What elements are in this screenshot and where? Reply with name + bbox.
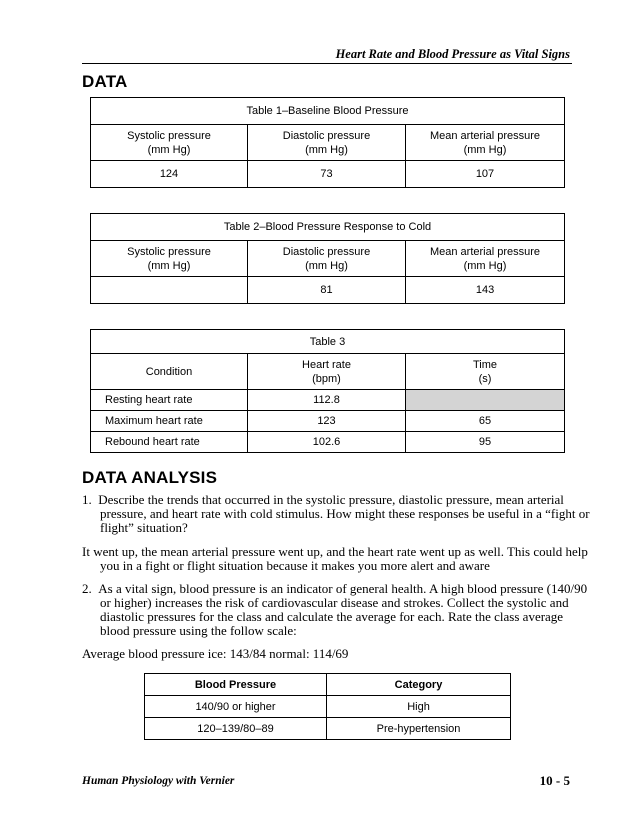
column-header-systolic: Systolic pressure (mm Hg) <box>91 125 248 161</box>
answer-2: Average blood pressure ice: 143/84 normal: 114/69 <box>82 646 349 661</box>
mean-arterial-value: 143 <box>406 277 565 304</box>
condition-cell: Resting heart rate <box>91 390 248 411</box>
column-header-systolic: Systolic pressure (mm Hg) <box>91 241 248 277</box>
time-cell: 95 <box>406 432 565 453</box>
running-header-title: Heart Rate and Blood Pressure as Vital Signs <box>335 47 570 61</box>
column-header-condition: Condition <box>91 354 248 390</box>
column-header-heart-rate: Heart rate (bpm) <box>248 354 406 390</box>
column-header-diastolic: Diastolic pressure (mm Hg) <box>248 125 406 161</box>
column-header-category: Category <box>327 674 511 696</box>
data-analysis-heading: DATA ANALYSIS <box>82 468 218 487</box>
table-row <box>91 411 565 432</box>
data-heading: DATA <box>82 72 128 91</box>
bp-range-cell: 140/90 or higher <box>145 696 327 718</box>
table-row <box>91 390 565 411</box>
column-header-blood-pressure: Blood Pressure <box>145 674 327 696</box>
heart-rate-cell: 102.6 <box>248 432 406 453</box>
diastolic-value: 81 <box>248 277 406 304</box>
category-cell: High <box>327 696 511 718</box>
column-header-mean-arterial: Mean arterial pressure (mm Hg) <box>406 241 565 277</box>
table-row <box>145 718 511 740</box>
table-caption: Table 3 <box>91 330 565 354</box>
blood-pressure-category-table <box>144 673 511 740</box>
diastolic-value: 73 <box>248 161 406 188</box>
column-header-diastolic: Diastolic pressure (mm Hg) <box>248 241 406 277</box>
page-number: 10 - 5 <box>539 773 570 788</box>
header-rule <box>82 63 572 64</box>
baseline-blood-pressure-table <box>90 97 565 188</box>
column-header-mean-arterial: Mean arterial pressure (mm Hg) <box>406 125 565 161</box>
category-cell: Pre-hypertension <box>327 718 511 740</box>
heart-rate-cell: 112.8 <box>248 390 406 411</box>
bp-range-cell: 120–139/80–89 <box>145 718 327 740</box>
table-row <box>91 432 565 453</box>
mean-arterial-value: 107 <box>406 161 565 188</box>
heart-rate-table <box>90 329 565 453</box>
question-1: 1. Describe the trends that occurred in the systolic pressure, diastolic pressure, mean arterial pressure, and heart rate with cold stimulus. How might these responses be useful in a “fight or flight” situation? <box>82 492 590 535</box>
column-header-time: Time (s) <box>406 354 565 390</box>
time-cell: 65 <box>406 411 565 432</box>
condition-cell: Maximum heart rate <box>91 411 248 432</box>
condition-cell: Rebound heart rate <box>91 432 248 453</box>
footer-book-title: Human Physiology with Vernier <box>82 775 235 787</box>
systolic-value <box>91 277 248 304</box>
heart-rate-cell: 123 <box>248 411 406 432</box>
cold-response-blood-pressure-table <box>90 213 565 304</box>
time-cell <box>406 390 565 411</box>
question-2: 2. As a vital sign, blood pressure is an indicator of general health. A high blood pressure (140/90 or higher) increases the risk of cardiovascular disease and strokes. Collect the systolic and diastolic pressures for the class and calculate the average for each. Rate the class average blood pressure using the follow scale: <box>82 581 588 638</box>
table-caption: Table 1–Baseline Blood Pressure <box>91 98 565 125</box>
answer-1: It went up, the mean arterial pressure went up, and the heart rate went up as well. This could help you in a fight or flight situation because it makes you more alert and aware <box>82 544 588 573</box>
table-caption: Table 2–Blood Pressure Response to Cold <box>91 214 565 241</box>
systolic-value: 124 <box>91 161 248 188</box>
table-row <box>145 696 511 718</box>
